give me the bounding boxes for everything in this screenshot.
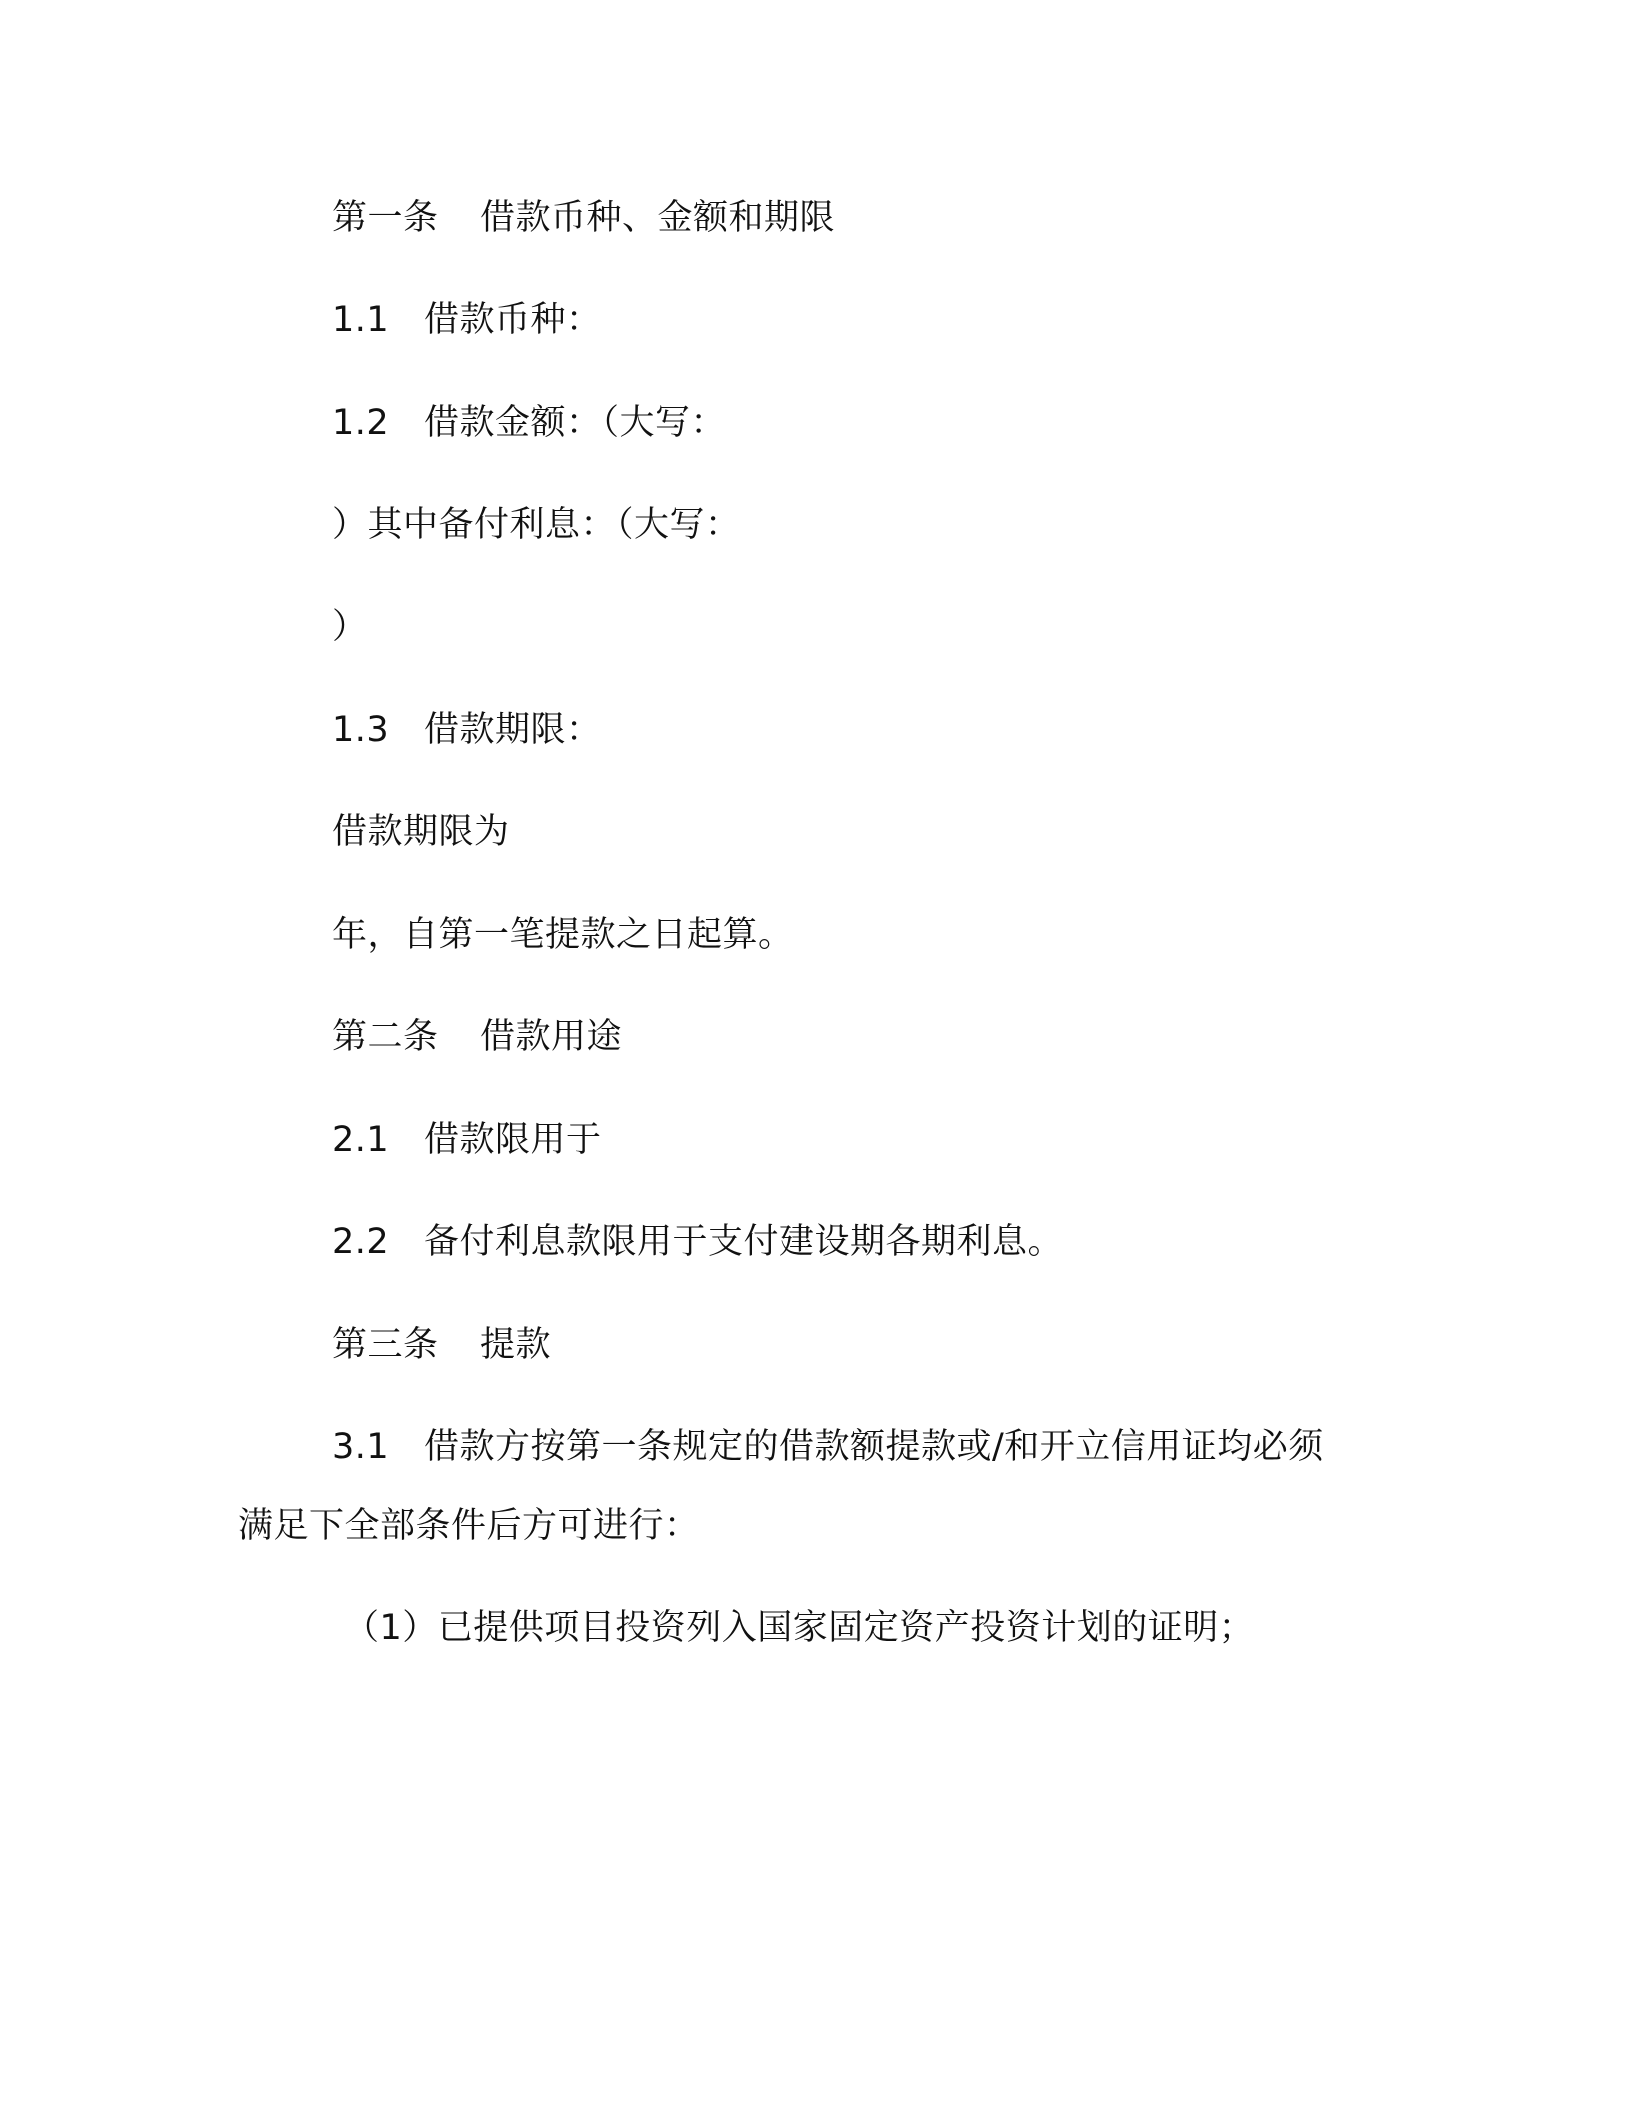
article-2-label: 第二条 <box>332 1017 439 1057</box>
term-line-2-text: 年，自第一笔提款之日起算。 <box>332 915 794 955</box>
clause-3-1-continuation-text: 满足下全部条件后方可进行： <box>238 1506 700 1546</box>
clause-1-2-continuation-text: ）其中备付利息：（大写： <box>332 505 741 545</box>
clause-3-1 <box>332 1423 1324 1471</box>
clause-1-3-text: 借款期限： <box>424 710 602 750</box>
article-1-title: 借款币种、金额和期限 <box>480 198 836 238</box>
clause-2-2-text: 备付利息款限用于支付建设期各期利息。 <box>424 1222 1064 1262</box>
clause-1-2-text: 借款金额：（大写： <box>424 403 727 443</box>
clause-1-1-number: 1.1 <box>332 300 390 340</box>
clause-3-1-number: 3.1 <box>332 1427 390 1467</box>
article-2-title: 借款用途 <box>480 1017 623 1057</box>
clause-3-1-continuation <box>238 1502 700 1550</box>
clause-2-1-number: 2.1 <box>332 1120 390 1160</box>
clause-2-2 <box>332 1218 1063 1266</box>
term-line-1 <box>332 808 510 856</box>
clause-1-2 <box>332 399 726 447</box>
condition-item-1 <box>344 1604 1254 1652</box>
clause-2-1-text: 借款限用于 <box>424 1120 602 1160</box>
clause-1-1 <box>332 296 602 344</box>
clause-1-2-close-text: ） <box>332 607 368 647</box>
clause-1-2-continuation <box>332 501 741 549</box>
clause-1-3 <box>332 706 602 754</box>
article-1-heading <box>332 194 835 242</box>
clause-1-2-number: 1.2 <box>332 403 390 443</box>
clause-3-1-text: 借款方按第一条规定的借款额提款或/和开立信用证均必须 <box>424 1427 1324 1467</box>
article-2-heading <box>332 1013 622 1061</box>
term-line-1-text: 借款期限为 <box>332 812 510 852</box>
article-3-title: 提款 <box>480 1325 552 1365</box>
condition-item-1-text: （1）已提供项目投资列入国家固定资产投资计划的证明； <box>344 1608 1255 1648</box>
clause-1-2-close <box>332 603 368 651</box>
term-line-2 <box>332 911 794 959</box>
clause-1-3-number: 1.3 <box>332 710 390 750</box>
clause-2-2-number: 2.2 <box>332 1222 390 1262</box>
clause-2-1 <box>332 1116 602 1164</box>
article-3-label: 第三条 <box>332 1325 439 1365</box>
article-1-label: 第一条 <box>332 198 439 238</box>
clause-1-1-text: 借款币种： <box>424 300 602 340</box>
article-3-heading <box>332 1321 551 1369</box>
